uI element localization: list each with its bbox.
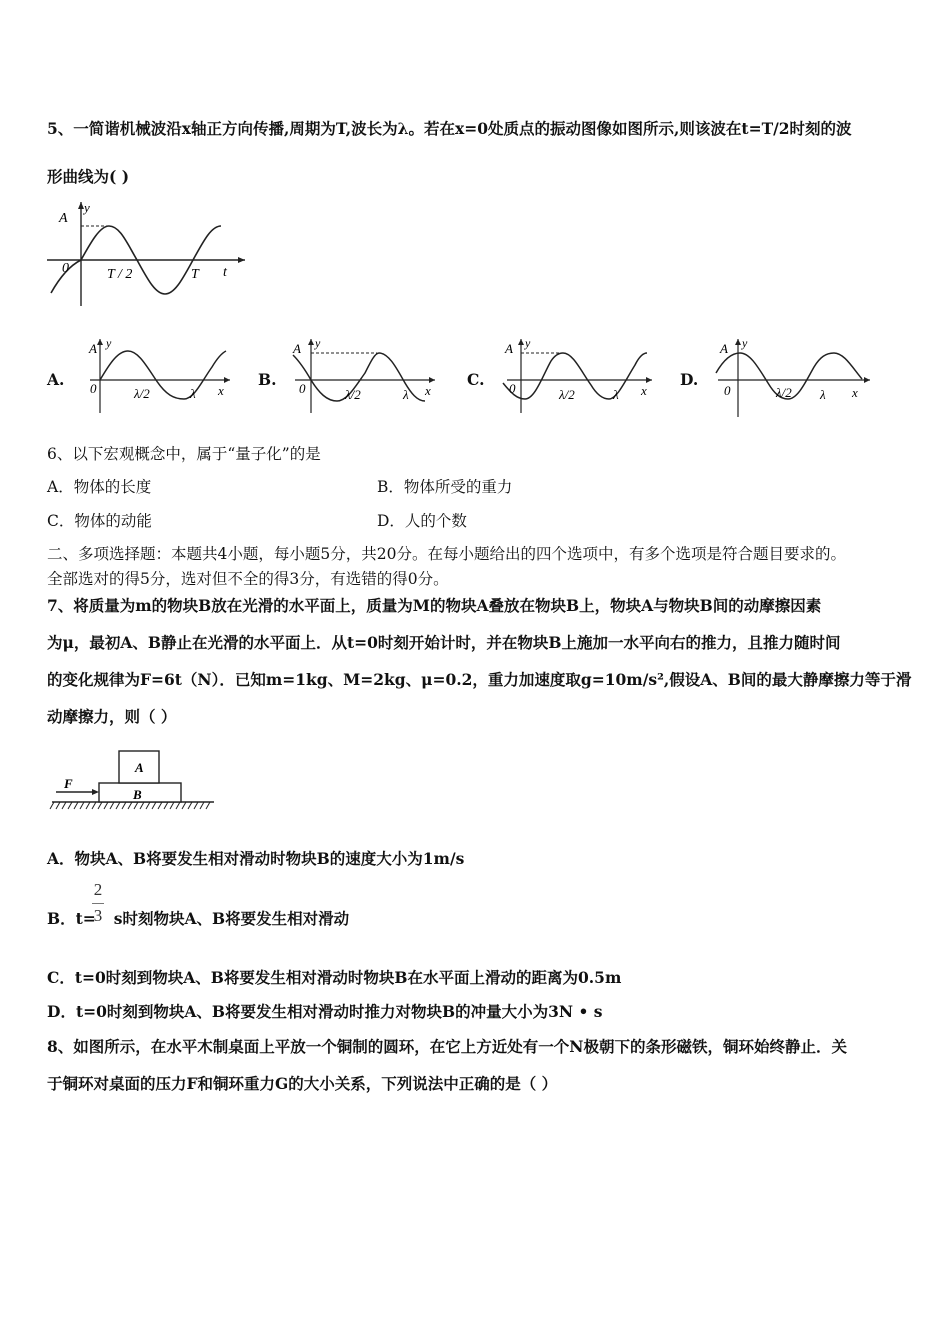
q5-graph-amp-label: A bbox=[59, 211, 68, 226]
q5-option-a-label[interactable]: A. bbox=[47, 370, 65, 389]
q5-a-origin-label: 0 bbox=[90, 381, 97, 396]
q5-c-origin-label: 0 bbox=[509, 381, 516, 396]
q5-a-half-lambda-label: λ/2 bbox=[134, 386, 150, 401]
section2-heading-line1: 二、多项选择题：本题共4小题，每小题5分，共20分。在每小题给出的四个选项中，有多个选项是符合题目要求的。 bbox=[47, 545, 846, 563]
q7-option-b-prefix: B．t= bbox=[47, 909, 96, 928]
q7-option-d[interactable]: D．t=0时刻到物块A、B将要发生相对滑动时推力对物块B的冲量大小为3N • s bbox=[47, 1002, 603, 1021]
q7-option-c[interactable]: C．t=0时刻到物块A、B将要发生相对滑动时物块B在水平面上滑动的距离为0.5m bbox=[47, 968, 622, 987]
q7-option-b-fraction-bar bbox=[92, 903, 104, 904]
q7-stem-line2: 为μ，最初A、B静止在光滑的水平面上．从t=0时刻开始计时，并在物块B上施加一水平向右的推力，且推力随时间 bbox=[47, 633, 841, 652]
q5-option-c-graph[interactable] bbox=[497, 335, 662, 415]
q7-stem-line1: 7、将质量为m的物块B放在光滑的水平面上，质量为M的物块A叠放在物块B上，物块A与物块B间的动摩擦因素 bbox=[47, 596, 822, 615]
q5-b-x-label: x bbox=[425, 383, 431, 398]
q5-graph-y-label: y bbox=[84, 200, 90, 215]
q5-option-b-label[interactable]: B. bbox=[258, 370, 277, 389]
q7-stem-line4: 动摩擦力，则（ ） bbox=[47, 707, 177, 726]
q5-a-amp-label: A bbox=[89, 341, 97, 356]
q7-block-a-label: A bbox=[135, 760, 144, 775]
q5-graph-origin-label: 0 bbox=[62, 261, 69, 276]
q5-c-x-label: x bbox=[641, 383, 647, 398]
q7-block-figure bbox=[48, 745, 218, 813]
q6-stem: 6、以下宏观概念中，属于“量子化”的是 bbox=[47, 445, 321, 463]
q5-d-origin-label: 0 bbox=[724, 383, 731, 398]
q5-b-origin-label: 0 bbox=[299, 381, 306, 396]
q5-c-amp-label: A bbox=[505, 341, 513, 356]
q5-d-x-label: x bbox=[852, 385, 858, 400]
q7-option-a[interactable]: A．物块A、B将要发生相对滑动时物块B的速度大小为1m/s bbox=[47, 849, 465, 868]
q5-graph-half-period-label: T / 2 bbox=[107, 267, 133, 282]
q5-a-lambda-label: λ bbox=[190, 386, 196, 401]
q6-option-b[interactable]: B．物体所受的重力 bbox=[377, 478, 513, 496]
q5-d-y-label: y bbox=[742, 336, 748, 350]
q5-d-amp-label: A bbox=[720, 341, 728, 356]
q5-stem-line2: 形曲线为( ) bbox=[47, 167, 130, 186]
q5-option-a-graph[interactable] bbox=[80, 335, 240, 415]
q5-b-amp-label: A bbox=[293, 341, 301, 356]
q5-option-d-graph[interactable] bbox=[712, 335, 877, 420]
q5-b-lambda-label: λ bbox=[403, 387, 409, 402]
q5-b-y-label: y bbox=[315, 336, 321, 350]
q5-stem-line1: 5、一简谐机械波沿x轴正方向传播,周期为T,波长为λ。若在x=0处质点的振动图像如图所示,则该波在t=T/2时刻的波 bbox=[47, 119, 852, 138]
q7-option-b-numerator: 2 bbox=[93, 880, 103, 899]
q5-a-x-label: x bbox=[218, 383, 224, 398]
q5-option-b-graph[interactable] bbox=[285, 335, 445, 415]
q5-graph-t-label: t bbox=[223, 265, 227, 280]
q5-option-d-label[interactable]: D. bbox=[680, 370, 699, 389]
q5-vibration-graph bbox=[45, 198, 255, 308]
q7-option-b-denominator: 3 bbox=[93, 906, 103, 925]
q7-option-b-suffix: s时刻物块A、B将要发生相对滑动 bbox=[113, 909, 350, 928]
q5-d-lambda-label: λ bbox=[820, 387, 826, 402]
q7-stem-line3: 的变化规律为F=6t（N）．已知m=1kg、M=2kg、μ=0.2，重力加速度取g=10m/s²,假设A、B间的最大静摩擦力等于滑 bbox=[47, 670, 912, 689]
q5-option-c-label[interactable]: C. bbox=[467, 370, 485, 389]
q5-a-y-label: y bbox=[106, 336, 112, 350]
q8-stem-line1: 8、如图所示，在水平木制桌面上平放一个铜制的圆环，在它上方近处有一个N极朝下的条形磁铁，铜环始终静止．关 bbox=[47, 1037, 847, 1056]
q5-b-half-lambda-label: λ/2 bbox=[345, 387, 361, 402]
section2-heading-line2: 全部选对的得5分，选对但不全的得3分，有选错的得0分。 bbox=[47, 570, 449, 588]
q5-c-lambda-label: λ bbox=[613, 387, 619, 402]
q6-option-c[interactable]: C．物体的动能 bbox=[47, 512, 152, 530]
q7-block-b-label: B bbox=[133, 787, 142, 802]
q5-graph-period-label: T bbox=[191, 267, 199, 282]
q6-option-d[interactable]: D．人的个数 bbox=[377, 512, 467, 530]
q5-c-half-lambda-label: λ/2 bbox=[559, 387, 575, 402]
q7-force-label: F bbox=[64, 776, 73, 791]
q6-option-a[interactable]: A．物体的长度 bbox=[47, 478, 152, 496]
q8-stem-line2: 于铜环对桌面的压力F和铜环重力G的大小关系，下列说法中正确的是（ ） bbox=[47, 1074, 558, 1093]
q5-d-half-lambda-label: λ/2 bbox=[776, 385, 792, 400]
q5-c-y-label: y bbox=[525, 336, 531, 350]
